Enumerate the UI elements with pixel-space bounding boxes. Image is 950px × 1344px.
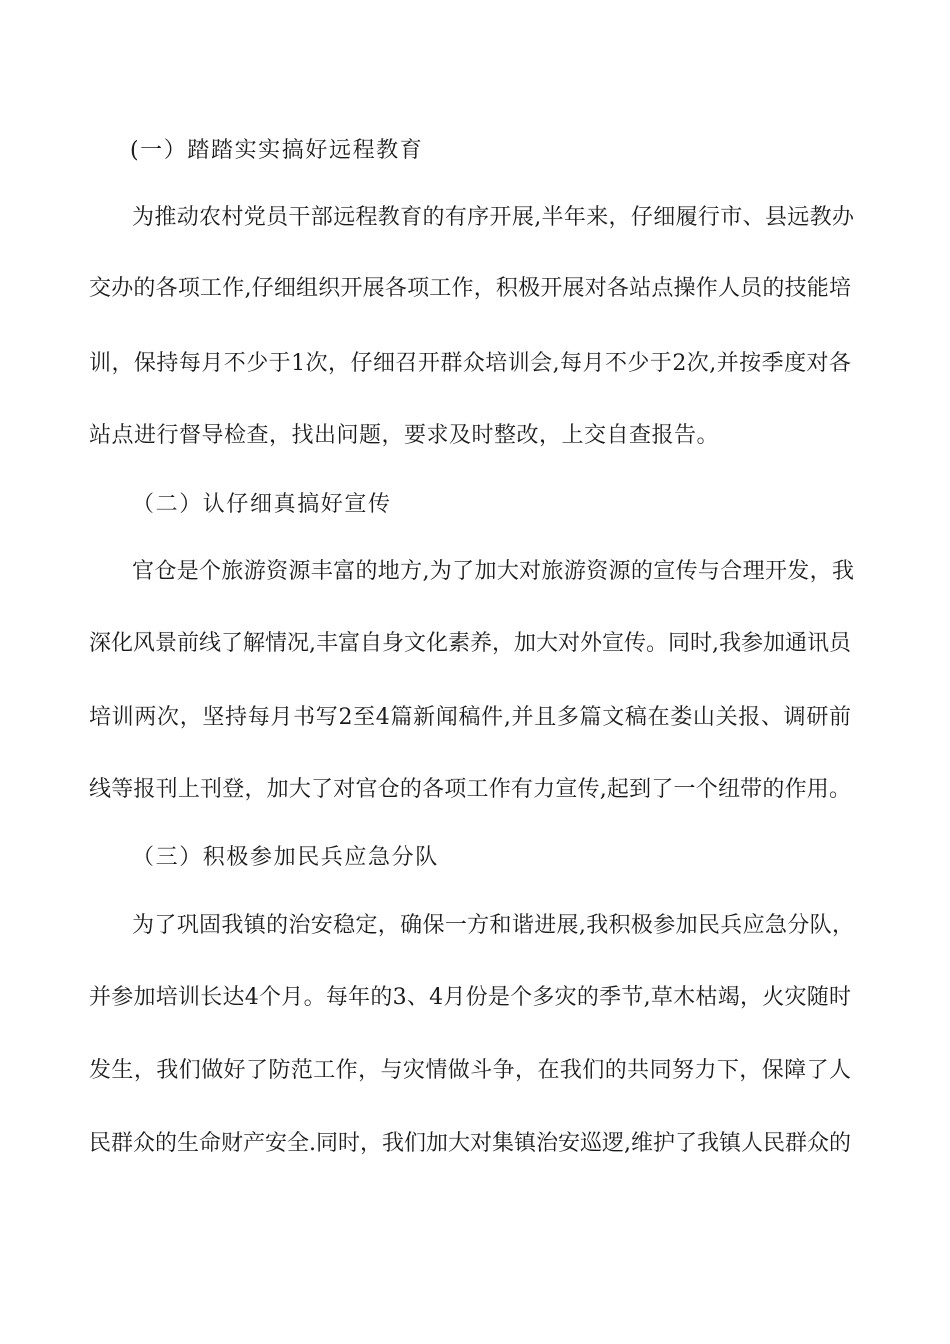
paragraph-line: 交办的各项工作,仔细组织开展各项工作，积极开展对各站点操作人员的技能培 <box>89 276 851 301</box>
section-heading-3: （三）积极参加民兵应急分队 <box>132 845 439 870</box>
paragraph-line: 民群众的生命财产安全.同时，我们加大对集镇治安巡逻,维护了我镇人民群众的 <box>89 1131 851 1156</box>
paragraph-line: 发生，我们做好了防范工作，与灾情做斗争，在我们的共同努力下，保障了人 <box>89 1058 851 1083</box>
paragraph-line: 为推动农村党员干部远程教育的有序开展,半年来，仔细履行市、县远教办 <box>132 205 854 230</box>
section-heading-2: （二）认仔细真搞好宣传 <box>132 492 392 517</box>
paragraph-line: 培训两次，坚持每月书写2至4篇新闻稿件,并且多篇文稿在娄山关报、调研前 <box>89 705 851 730</box>
paragraph-line: 官仓是个旅游资源丰富的地方,为了加大对旅游资源的宣传与合理开发，我 <box>132 559 854 584</box>
paragraph-line: 为了巩固我镇的治安稳定，确保一方和谐进展,我积极参加民兵应急分队， <box>132 913 854 938</box>
paragraph-line: 站点进行督导检查，找出问题，要求及时整改，上交自查报告。 <box>89 423 720 448</box>
paragraph-line: 训，保持每月不少于1次，仔细召开群众培训会,每月不少于2次,并按季度对各 <box>89 351 851 376</box>
paragraph-line: 深化风景前线了解情况,丰富自身文化素养，加大对外宣传。同时,我参加通讯员 <box>89 631 851 656</box>
paragraph-line: 线等报刊上刊登，加大了对官仓的各项工作有力宣传,起到了一个纽带的作用。 <box>89 777 851 802</box>
paragraph-line: 并参加培训长达4个月。每年的3、4月份是个多灾的季节,草木枯竭，火灾随时 <box>89 985 851 1010</box>
section-heading-1: (一）踏踏实实搞好远程教育 <box>130 138 424 163</box>
